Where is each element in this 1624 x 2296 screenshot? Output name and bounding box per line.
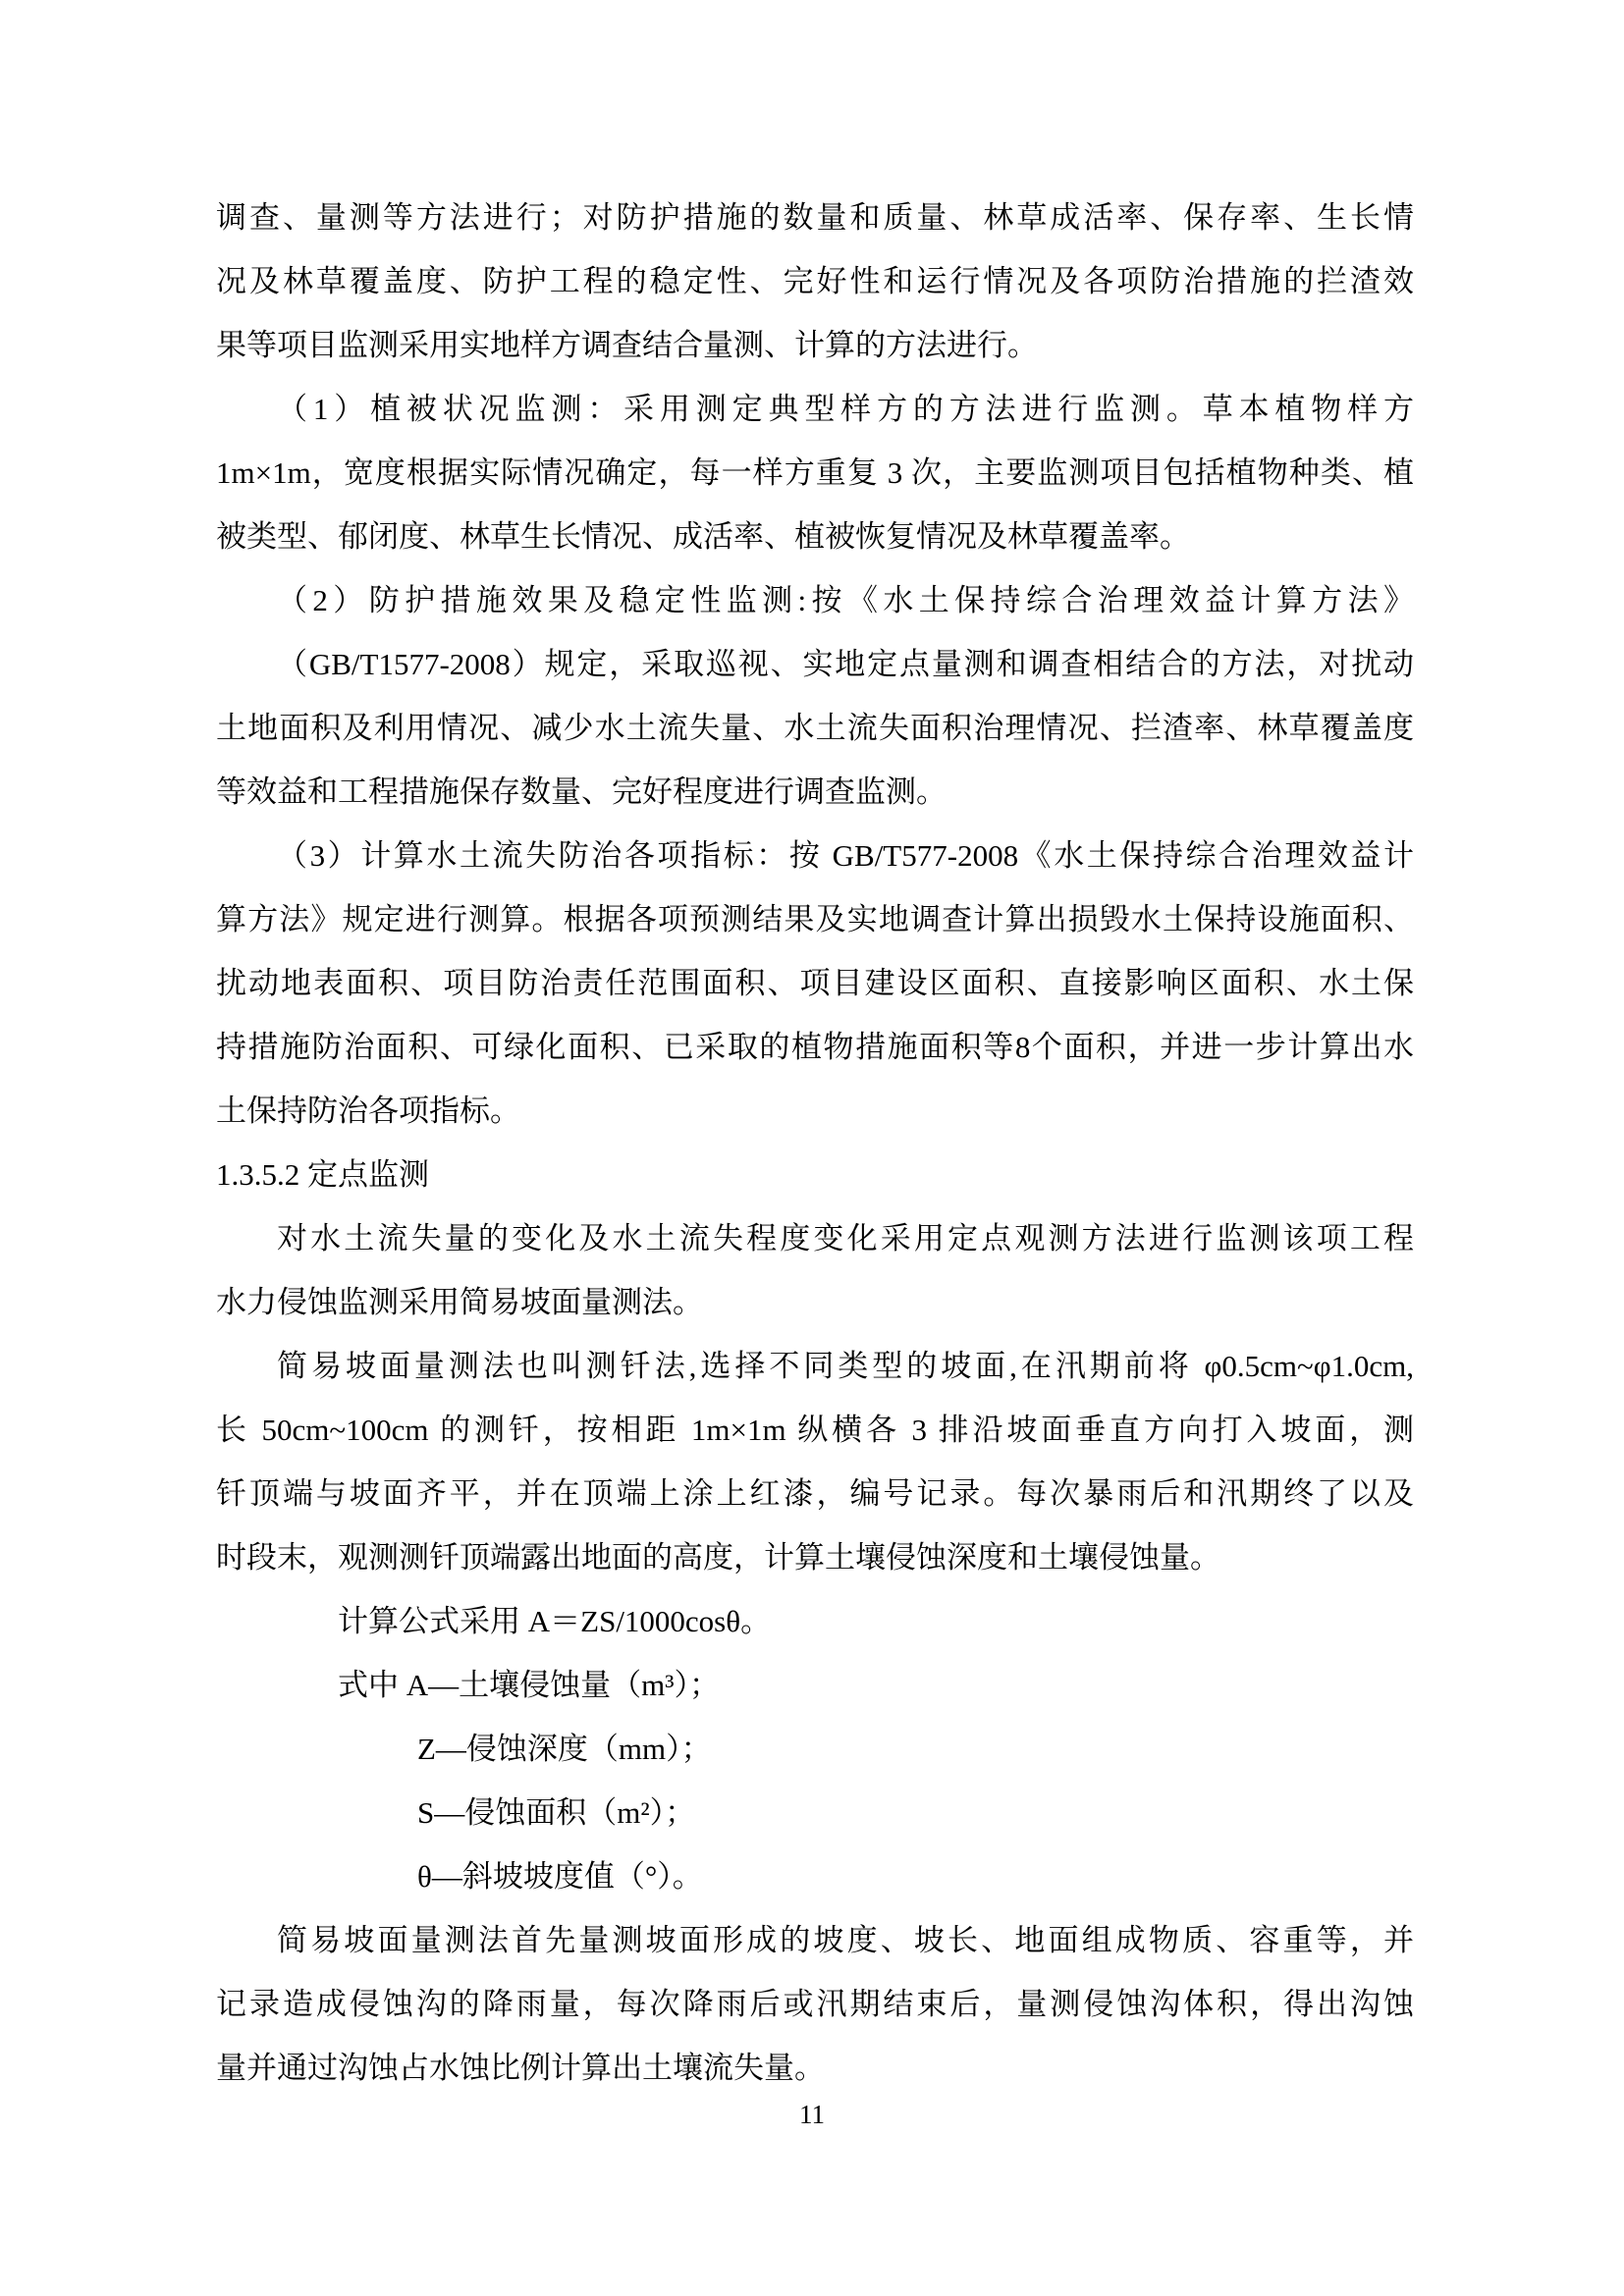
text-line: 持措施防治面积、可绿化面积、已采取的植物措施面积等8个面积，并进一步计算出水 (216, 1030, 1414, 1064)
text-line: 钎顶端与坡面齐平，并在顶端上涂上红漆，编号记录。每次暴雨后和汛期终了以及 (216, 1476, 1414, 1511)
formula-term-s: S—侵蚀面积（m²）； (417, 1795, 696, 1830)
text-line: 调查、量测等方法进行；对防护措施的数量和质量、林草成活率、保存率、生长情 (216, 200, 1414, 235)
text-line: 等效益和工程措施保存数量、完好程度进行调查监测。 (216, 774, 947, 809)
formula-line: 计算公式采用 A＝ZS/1000cosθ。 (338, 1604, 772, 1638)
formula-term-a: 式中 A—土壤侵蚀量（m³）； (338, 1668, 721, 1702)
text-line: 记录造成侵蚀沟的降雨量，每次降雨后或汛期结束后，量测侵蚀沟体积，得出沟蚀 (216, 1987, 1414, 2021)
text-line: 土地面积及利用情况、减少水土流失量、水土流失面积治理情况、拦渣率、林草覆盖度 (216, 711, 1414, 745)
text-line: （GB/T1577-2008）规定，采取巡视、实地定点量测和调查相结合的方法，对扰动 (277, 647, 1414, 681)
text-line: 量并通过沟蚀占水蚀比例计算出土壤流失量。 (216, 2051, 825, 2085)
formula-term-theta: θ—斜坡坡度值（°）。 (417, 1859, 703, 1894)
text-line: 对水土流失量的变化及水土流失程度变化采用定点观测方法进行监测该项工程 (277, 1221, 1414, 1255)
formula-term-z: Z—侵蚀深度（mm）； (417, 1732, 712, 1766)
text-line: 长 50cm~100cm 的测钎，按相距 1m×1m 纵横各 3 排沿坡面垂直方向打入坡面，测 (216, 1413, 1414, 1447)
page-number: 11 (799, 2100, 825, 2129)
text-line: （1）植被状况监测：采用测定典型样方的方法进行监测。草本植物样方 (277, 392, 1414, 426)
text-line: 简易坡面量测法也叫测钎法,选择不同类型的坡面,在汛期前将 φ0.5cm~φ1.0cm, (277, 1349, 1414, 1383)
text-line: 况及林草覆盖度、防护工程的稳定性、完好性和运行情况及各项防治措施的拦渣效 (216, 264, 1414, 298)
text-line: 扰动地表面积、项目防治责任范围面积、项目建设区面积、直接影响区面积、水土保 (216, 966, 1414, 1000)
page-footer (0, 2095, 1624, 2134)
document-body (216, 186, 1414, 2100)
text-line: （3）计算水土流失防治各项指标：按 GB/T577-2008《水土保持综合治理效益计 (277, 838, 1414, 873)
text-line: 果等项目监测采用实地样方调查结合量测、计算的方法进行。 (216, 328, 1038, 362)
text-line: （2）防护措施效果及稳定性监测:按《水土保持综合治理效益计算方法》 (277, 583, 1414, 617)
text-line: 水力侵蚀监测采用简易坡面量测法。 (216, 1285, 703, 1319)
text-line: 土保持防治各项指标。 (216, 1094, 520, 1128)
text-line: 算方法》规定进行测算。根据各项预测结果及实地调查计算出损毁水土保持设施面积、 (216, 902, 1414, 936)
text-line: 被类型、郁闭度、林草生长情况、成活率、植被恢复情况及林草覆盖率。 (216, 519, 1190, 554)
text-line: 1m×1m，宽度根据实际情况确定，每一样方重复 3 次，主要监测项目包括植物种类、植 (216, 455, 1414, 490)
text-line: 简易坡面量测法首先量测坡面形成的坡度、坡长、地面组成物质、容重等，并 (277, 1923, 1414, 1957)
text-line: 时段末，观测测钎顶端露出地面的高度，计算土壤侵蚀深度和土壤侵蚀量。 (216, 1540, 1220, 1575)
section-heading: 1.3.5.2 定点监测 (216, 1157, 429, 1192)
